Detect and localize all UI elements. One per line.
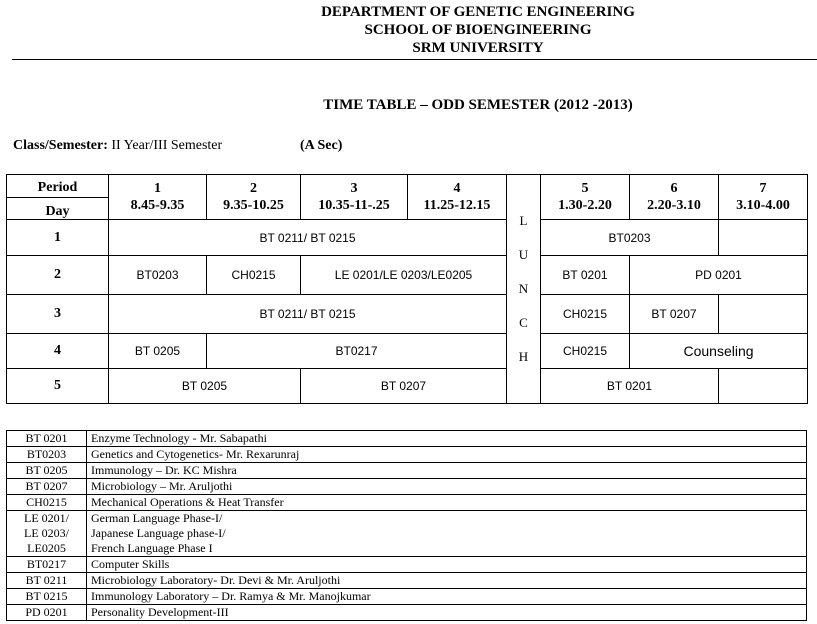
period-time: 1.30-2.20: [558, 198, 612, 213]
period-time: 9.35-10.25: [223, 198, 284, 213]
class-cell: BT 0211/ BT 0215: [109, 220, 507, 256]
legend-code: CH0215: [7, 495, 87, 511]
period-time: 10.35-11-.25: [318, 198, 390, 213]
lunch-column: [507, 175, 541, 404]
legend-row: [7, 447, 807, 463]
class-cell: BT 0205: [109, 334, 207, 369]
header-divider: [12, 59, 817, 60]
period-day-header: [7, 175, 109, 220]
period-header-2: [207, 175, 301, 220]
legend-row: [7, 479, 807, 495]
timetable: [6, 174, 808, 404]
legend-row: [7, 557, 807, 573]
day-label: Day: [45, 204, 70, 219]
day-cell: 4: [7, 334, 109, 369]
empty-cell: [719, 295, 808, 334]
legend-code: BT 0207: [7, 479, 87, 495]
class-semester-line: [13, 138, 343, 154]
period-header-6: [630, 175, 719, 220]
legend-desc-line: Japanese Language phase-I/: [91, 526, 226, 540]
period-number: 1: [154, 181, 161, 196]
legend-code-line: LE0205: [27, 541, 66, 555]
legend-row: [7, 589, 807, 605]
legend-code: PD 0201: [7, 605, 87, 621]
lunch-letter: C: [519, 315, 528, 330]
class-cell: CH0215: [541, 334, 630, 369]
day-cell: 3: [7, 295, 109, 334]
period-header-7: [719, 175, 808, 220]
header-department: DEPARTMENT OF GENETIC ENGINEERING: [321, 4, 635, 20]
legend-desc-line: German Language Phase-I/: [91, 511, 223, 525]
legend-desc: Immunology Laboratory – Dr. Ramya & Mr. Manojkumar: [87, 589, 807, 605]
class-cell: BT0203: [541, 220, 719, 256]
legend-desc: Immunology – Dr. KC Mishra: [87, 463, 807, 479]
class-cell: BT0217: [207, 334, 507, 369]
period-number: 4: [453, 181, 461, 196]
class-cell: BT 0201: [541, 369, 719, 404]
period-number: 2: [250, 181, 257, 196]
legend-desc: Genetics and Cytogenetics- Mr. Rexarunraj: [87, 447, 807, 463]
legend-desc: [87, 511, 807, 557]
lunch-letter: L: [519, 213, 528, 228]
class-semester-value: II Year/III Semester: [111, 138, 223, 153]
legend-desc: Enzyme Technology - Mr. Sabapathi: [87, 431, 807, 447]
legend-desc-line: French Language Phase I: [91, 541, 213, 555]
period-day-divider: [7, 197, 108, 198]
lunch-letter: N: [518, 281, 529, 296]
legend-desc: Mechanical Operations & Heat Transfer: [87, 495, 807, 511]
page-title: TIME TABLE – ODD SEMESTER (2012 -2013): [323, 97, 633, 113]
legend-row: [7, 511, 807, 557]
legend-desc: Microbiology Laboratory- Dr. Devi & Mr. Aruljothi: [87, 573, 807, 589]
period-number: 7: [759, 181, 767, 196]
period-time: 2.20-3.10: [647, 198, 701, 213]
legend-code: BT 0215: [7, 589, 87, 605]
day-cell: 5: [7, 369, 109, 404]
legend-code: [7, 511, 87, 557]
period-header-3: [301, 175, 408, 220]
class-cell: BT 0201: [541, 256, 630, 295]
section-label: (A Sec): [300, 138, 343, 153]
legend-row: [7, 605, 807, 621]
legend-code: BT0217: [7, 557, 87, 573]
class-cell: BT 0207: [630, 295, 719, 334]
period-label: Period: [37, 180, 78, 195]
day-cell: 1: [7, 220, 109, 256]
legend-desc: Microbiology – Mr. Aruljothi: [87, 479, 807, 495]
period-number: 3: [350, 181, 358, 196]
legend-row: [7, 431, 807, 447]
legend-code-line: LE 0201/: [24, 511, 69, 525]
period-number: 5: [581, 181, 589, 196]
period-header-4: [408, 175, 507, 220]
class-cell: BT0203: [109, 256, 207, 295]
class-cell: CH0215: [207, 256, 301, 295]
subject-legend: [6, 430, 807, 621]
period-time: 3.10-4.00: [736, 198, 790, 213]
legend-code-line: LE 0203/: [24, 526, 69, 540]
class-cell: BT 0207: [301, 369, 507, 404]
period-time: 11.25-12.15: [423, 198, 491, 213]
lunch-letter: H: [518, 349, 529, 364]
class-semester-label: Class/Semester:: [13, 138, 108, 153]
legend-code: BT 0205: [7, 463, 87, 479]
legend-code: BT0203: [7, 447, 87, 463]
header-university: SRM UNIVERSITY: [412, 40, 544, 56]
period-header-5: [541, 175, 630, 220]
day-cell: 2: [7, 256, 109, 295]
period-time: 8.45-9.35: [130, 198, 185, 213]
legend-code: BT 0211: [7, 573, 87, 589]
class-cell: Counseling: [630, 334, 808, 369]
empty-cell: [719, 220, 808, 256]
period-header-1: [109, 175, 207, 220]
class-cell: BT 0211/ BT 0215: [109, 295, 507, 334]
class-cell: PD 0201: [630, 256, 808, 295]
legend-code: BT 0201: [7, 431, 87, 447]
class-cell: LE 0201/LE 0203/LE0205: [301, 256, 507, 295]
empty-cell: [719, 369, 808, 404]
legend-desc: Computer Skills: [87, 557, 807, 573]
class-cell: BT 0205: [109, 369, 301, 404]
class-cell: CH0215: [541, 295, 630, 334]
legend-row: [7, 495, 807, 511]
header-school: SCHOOL OF BIOENGINEERING: [364, 22, 592, 38]
period-number: 6: [670, 181, 678, 196]
legend-desc: Personality Development-III: [87, 605, 807, 621]
legend-row: [7, 573, 807, 589]
legend-row: [7, 463, 807, 479]
lunch-letter: U: [518, 247, 529, 262]
